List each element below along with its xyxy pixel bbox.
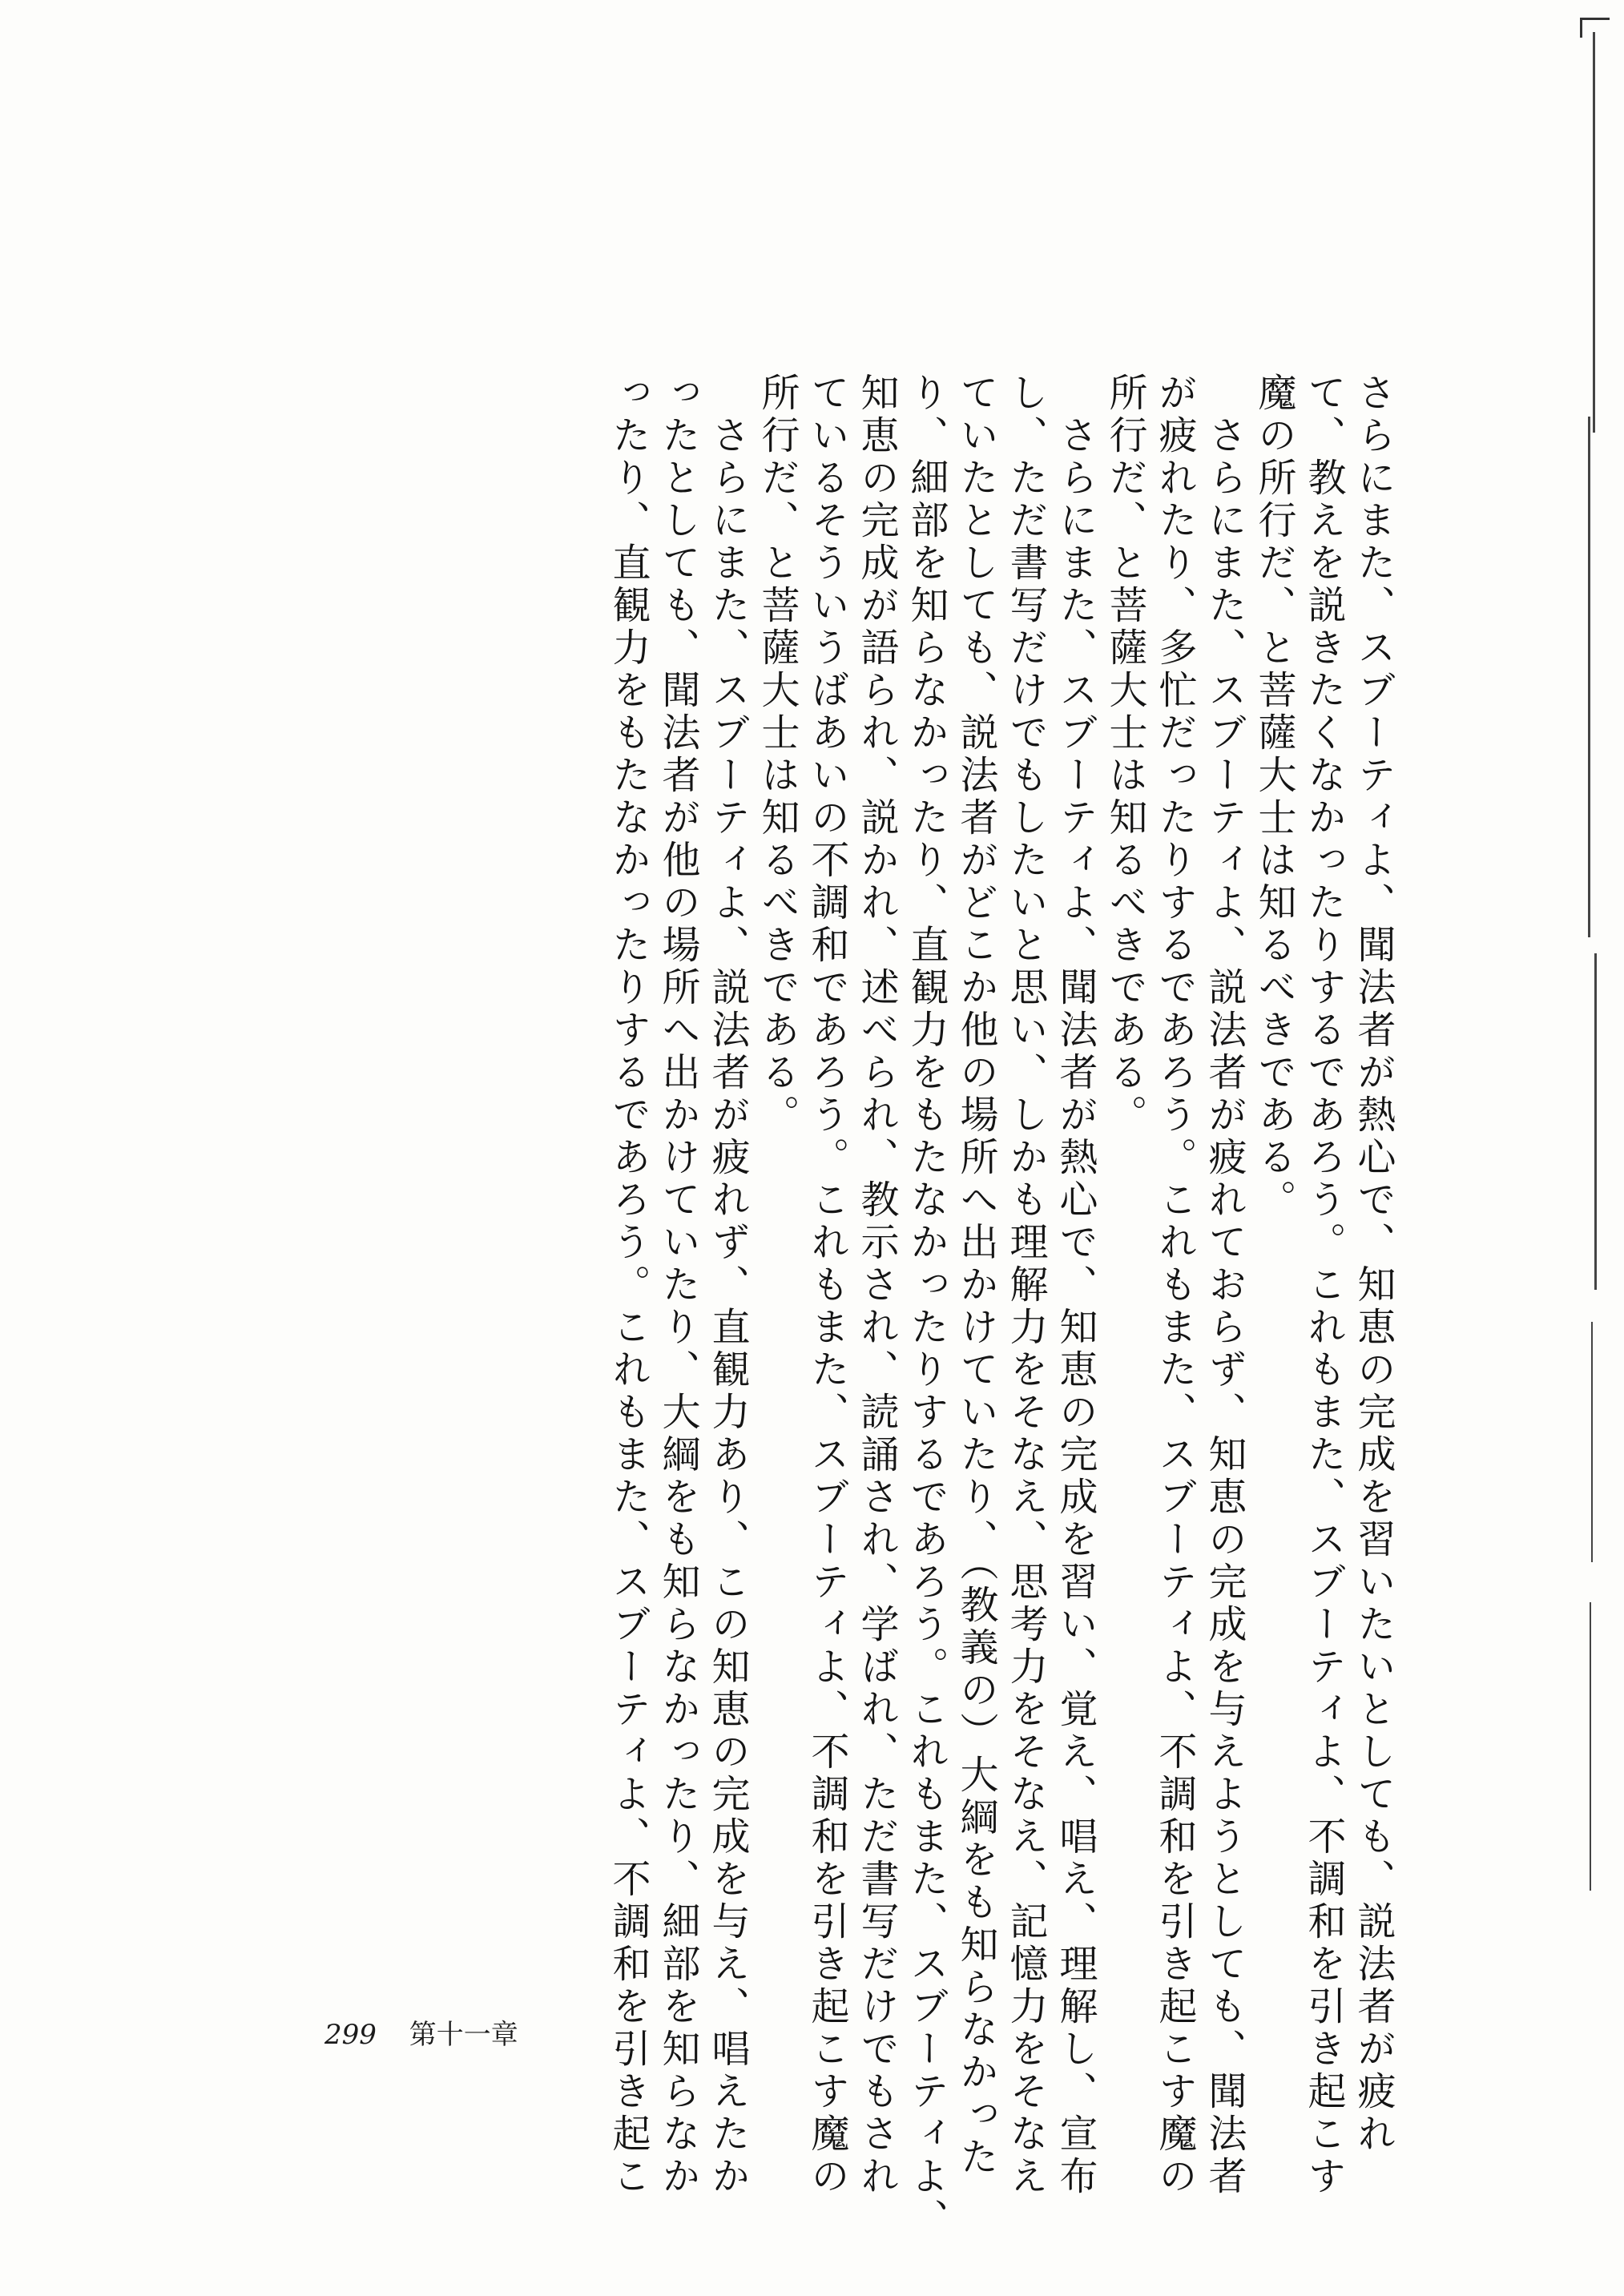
text-line: ったとしても、聞法者が他の場所へ出かけていたり、大綱をも知らなかったり、細部を知らなか — [655, 373, 700, 2198]
binding-edge-line — [1593, 32, 1595, 433]
page-footer — [324, 2012, 518, 2052]
text-line: 所行だ、と菩薩大士は知るべきである。 — [755, 373, 800, 1137]
text-line: さらにまた、スブーティよ、説法者が疲れず、直観力あり、この知恵の完成を与え、唱えたか — [705, 373, 750, 2198]
text-line: ていたとしても、説法者がどこか他の場所へ出かけていたり、（教義の）大綱をも知らなかった — [953, 373, 998, 2179]
binding-edge-line — [1591, 1322, 1593, 1562]
page-number: 299 — [324, 2019, 377, 2051]
binding-edge-line — [1594, 953, 1597, 1290]
text-line: さらにまた、スブーティよ、説法者が疲れておらず、知恵の完成を与えようとしても、聞法者 — [1202, 373, 1247, 2198]
text-line: し、ただ書写だけでもしたいと思い、しかも理解力をそなえ、思考力をそなえ、記憶力をそなえ — [1003, 373, 1048, 2198]
chapter-title: 第十一章 — [409, 2019, 518, 2051]
text-line: ているそういうばあいの不調和であろう。これもまた、スブーティよ、不調和を引き起こす魔の — [804, 373, 849, 2198]
text-line: さらにまた、スブーティよ、聞法者が熱心で、知恵の完成を習いたいとしても、説法者が疲れ — [1351, 373, 1396, 2156]
text-line: が疲れたり、多忙だったりするであろう。これもまた、スブーティよ、不調和を引き起こす魔の — [1152, 373, 1197, 2198]
text-line: 魔の所行だ、と菩薩大士は知るべきである。 — [1251, 373, 1296, 1222]
text-line: り、細部を知らなかったり、直観力をもたなかったりするであろう。これもまた、スブーティよ、 — [904, 373, 949, 2241]
binding-edge-line — [1590, 1602, 1591, 1891]
text-line: ったり、直観力をもたなかったりするであろう。これもまた、スブーティよ、不調和を引き起こ — [606, 373, 651, 2198]
text-line: さらにまた、スブーティよ、聞法者が熱心で、知恵の完成を習い、覚え、唱え、理解し、宣布 — [1053, 373, 1098, 2198]
binding-edge-line — [1588, 417, 1590, 937]
text-line: 所行だ、と菩薩大士は知るべきである。 — [1102, 373, 1147, 1137]
text-line: 知恵の完成が語られ、説かれ、述べられ、教示され、読誦され、学ばれ、ただ書写だけでもされ — [854, 373, 899, 2198]
body-text — [603, 373, 1398, 2241]
text-line: て、教えを説きたくなかったりするであろう。これもまた、スブーティよ、不調和を引き起こす — [1301, 373, 1346, 2198]
